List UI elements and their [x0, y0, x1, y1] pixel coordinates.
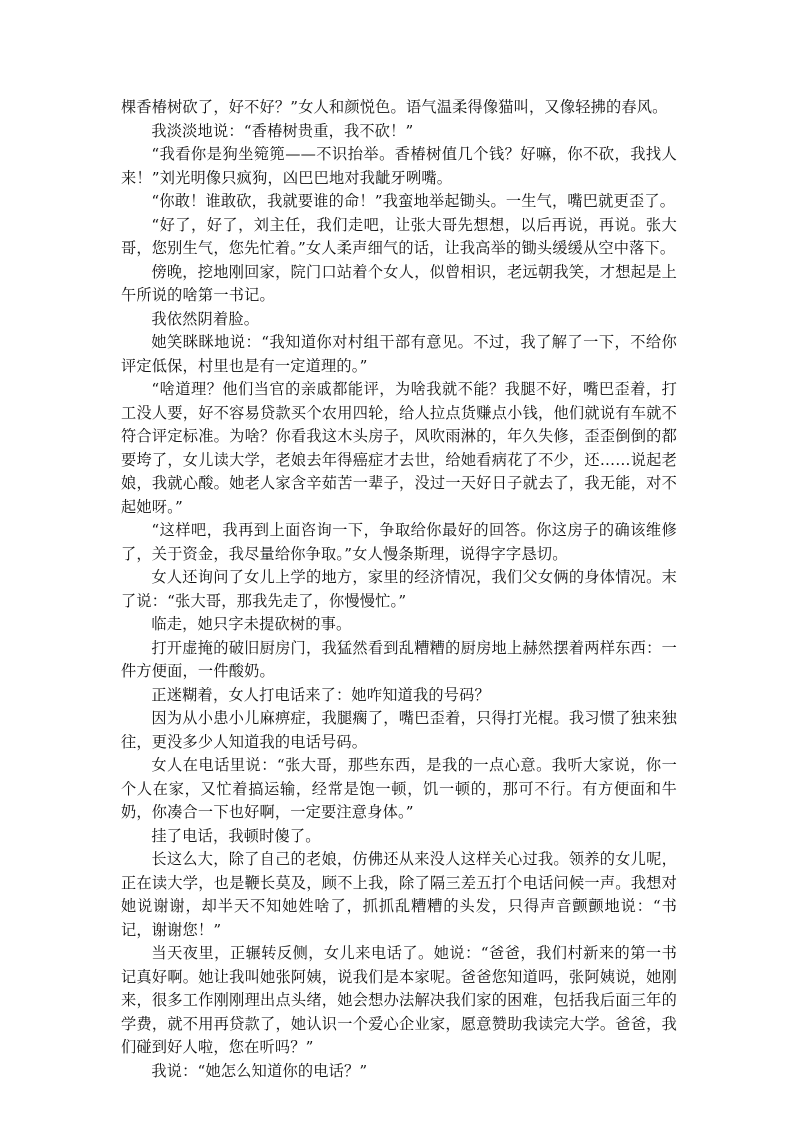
paragraph: 我淡淡地说：“香椿树贵重，我不砍！” — [151, 121, 414, 140]
paragraph: 打开虚掩的破旧厨房门，我猛然看到乱糟糟的厨房地上赫然摆着两样东西：一件方便面，一件酸奶。 — [121, 638, 677, 680]
paragraph: 女人还询问了女儿上学的地方，家里的经济情况，我们父女俩的身体情况。末了说：“张大哥，那我先走了，你慢慢忙。” — [121, 568, 677, 610]
paragraph: “你敢！谁敢砍，我就要谁的命！”我蛮地举起锄头。一生气，嘴巴就更歪了。 — [151, 192, 676, 210]
paragraph: “这样吧，我再到上面咨询一下，争取给你最好的回答。你这房子的确该维修了，关于资金，我尽量给你争取。”女人慢条斯理，说得字字恳切。 — [121, 521, 677, 563]
paragraph: 棵香椿树砍了，好不好？”女人和颜悦色。语气温柔得像猫叫，又像轻拂的春风。 — [121, 98, 668, 116]
paragraph: 我说：“她怎么知道你的电话？” — [151, 1061, 368, 1080]
paragraph: 她笑眯眯地说：“我知道你对村组干部有意见。不过，我了解了一下，不给你评定低保，村里也是有一定道理的。” — [121, 333, 677, 375]
paragraph: 当天夜里，正辗转反侧，女儿来电话了。她说：“爸爸，我们村新来的第一书记真好啊。她让我叫她张阿姨，说我们是本家呢。爸爸您知道吗，张阿姨说，她刚来，很多工作刚刚理出点头绪，她会想办法解决我们家的困难，包括我后面三年的学费，就不用再贷款了，她认识一个爱心企业家，愿意赞助我读完大学。爸爸，我们碰到好人啦，您在听吗？” — [121, 944, 677, 1056]
paragraph: “好了，好了，刘主任，我们走吧，让张大哥先想想，以后再说，再说。张大哥，您别生气，您先忙着。”女人柔声细气的话，让我高举的锄头缓缓从空中落下。 — [121, 215, 677, 257]
paragraph: 我依然阴着脸。 — [151, 309, 260, 328]
paragraph: 正迷糊着，女人打电话来了：她咋知道我的号码？ — [151, 685, 490, 704]
paragraph: 傍晚，挖地刚回家，院门口站着个女人，似曾相识，老远朝我笑，才想起是上午所说的啥第一书记。 — [121, 262, 677, 304]
paragraph: 女人在电话里说：“张大哥，那些东西，是我的一点心意。我听大家说，你一个人在家，又忙着搞运输，经常是饱一顿，饥一顿的，那可不行。有方便面和牛奶，你凑合一下也好啊，一定要注意身体。” — [121, 756, 677, 821]
paragraph: 挂了电话，我顿时傻了。 — [151, 826, 321, 845]
paragraph: 长这么大，除了自己的老娘，仿佛还从来没人这样关心过我。领养的女儿呢，正在读大学，也是鞭长莫及，顾不上我，除了隔三差五打个电话问候一声。我想对她说谢谢，却半天不知她姓啥了，抓抓乱糟糟的头发，只得声音颤颤地说：“书记，谢谢您！” — [121, 850, 677, 939]
paragraph: “我看你是狗坐箢篼——不识抬举。香椿树值几个钱？好嘛，你不砍，我找人来！”刘光明像只疯狗，凶巴巴地对我龇牙咧嘴。 — [121, 145, 677, 187]
paragraph: 临走，她只字未提砍树的事。 — [151, 615, 352, 633]
paragraph: 因为从小患小儿麻痹症，我腿瘸了，嘴巴歪着，只得打光棍。我习惯了独来独往，更没多少人知道我的电话号码。 — [121, 709, 677, 751]
paragraph: “啥道理？他们当官的亲戚都能评，为啥我就不能？我腿不好，嘴巴歪着，打工没人要，好不容易贷款买个农用四轮，给人拉点货赚点小钱，他们就说有车就不符合评定标准。为啥？你看我这木头房子，风吹雨淋的，年久失修，歪歪倒倒的都要垮了，女儿读大学，老娘去年得癌症才去世，给她看病花了不少，还……说起老娘，我就心酸。她老人家含辛茹苦一辈子，没过一天好日子就去了，我无能，对不起她呀。” — [121, 380, 677, 516]
story-text — [121, 96, 677, 1083]
